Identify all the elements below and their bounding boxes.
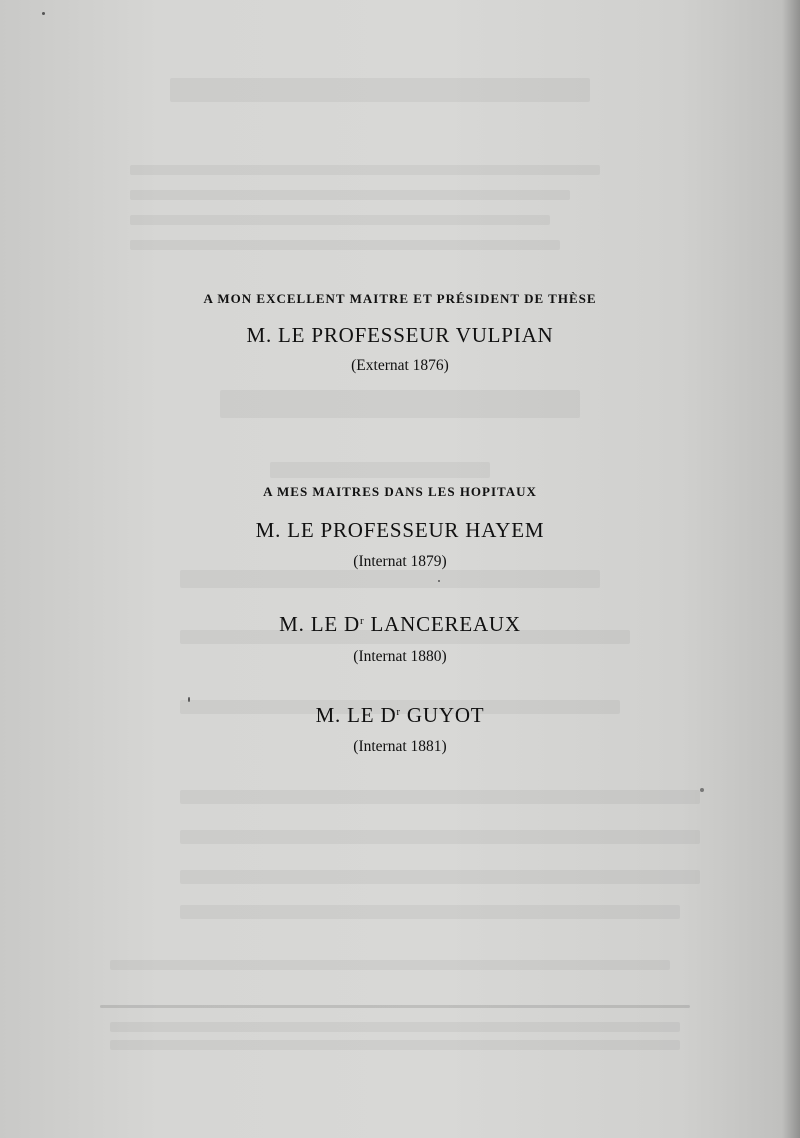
dedication-heading-hospitals: A MES MAITRES DANS LES HOPITAUX xyxy=(263,484,537,499)
dedication-name-vulpian: M. LE PROFESSEUR VULPIAN xyxy=(246,323,554,347)
dedication-year-guyot: (Internat 1881) xyxy=(353,738,447,755)
ink-speck xyxy=(438,580,440,582)
dedication-year-lancereaux: (Internat 1880) xyxy=(353,648,447,665)
dedication-name-guyot: M. LE $D^r$ GUYOT xyxy=(315,703,485,727)
ink-speck xyxy=(188,697,190,702)
dedication-year-vulpian: (Externat 1876) xyxy=(351,357,449,374)
page-edge-shadow xyxy=(782,0,800,1138)
ink-speck xyxy=(42,12,45,15)
dedication-name-lancereaux: M. LE $D^r$ LANCEREAUX xyxy=(279,612,521,636)
dedication-heading-president: A MON EXCELLENT MAITRE ET PRÉSIDENT DE THÈSE xyxy=(203,291,597,306)
dedication-name-hayem: M. LE PROFESSEUR HAYEM xyxy=(255,518,545,542)
ink-speck xyxy=(700,788,704,792)
dedication-year-hayem: (Internat 1879) xyxy=(353,553,447,570)
